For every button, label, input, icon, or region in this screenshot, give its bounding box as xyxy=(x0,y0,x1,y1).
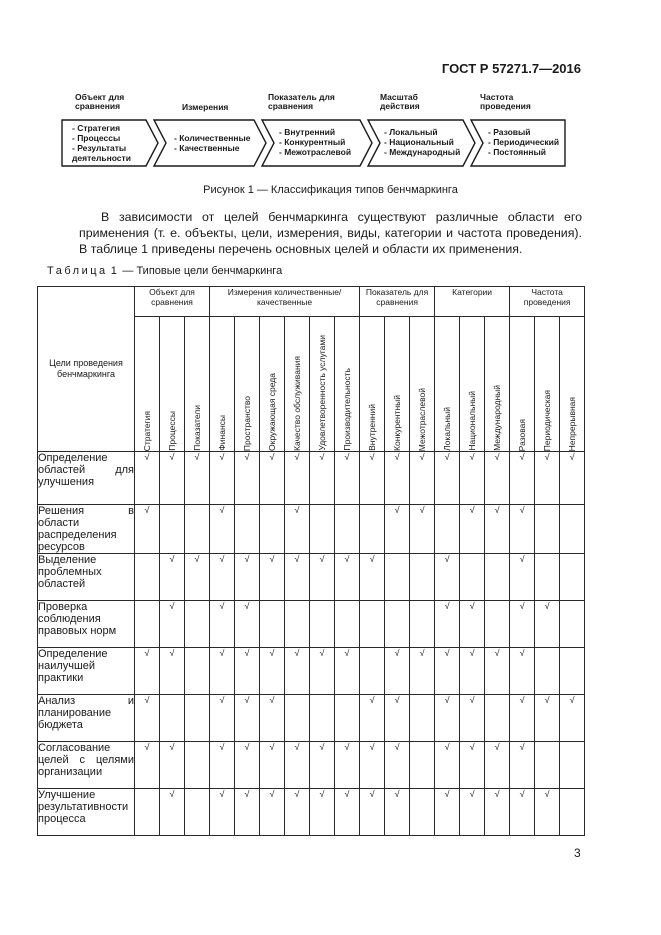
column-header xyxy=(335,317,360,452)
diagram-items-dimensions xyxy=(174,133,256,153)
mark-cell xyxy=(335,601,360,648)
mark-cell: √ xyxy=(285,505,310,554)
mark-cell: √ xyxy=(510,648,535,695)
mark-cell xyxy=(260,505,285,554)
mark-cell: √ xyxy=(285,452,310,505)
mark-cell: √ xyxy=(385,695,410,742)
mark-cell xyxy=(535,742,560,789)
mark-cell: √ xyxy=(160,742,185,789)
group-header: Объект для сравнения xyxy=(135,287,210,317)
mark-cell xyxy=(285,601,310,648)
mark-cell: √ xyxy=(160,789,185,836)
mark-cell xyxy=(185,695,210,742)
mark-cell xyxy=(135,601,160,648)
classification-diagram xyxy=(60,93,580,173)
mark-cell: √ xyxy=(385,505,410,554)
column-header-label: Удовлетворенность услугами xyxy=(317,335,327,451)
mark-cell: √ xyxy=(510,601,535,648)
mark-cell: √ xyxy=(210,742,235,789)
mark-cell: √ xyxy=(210,505,235,554)
diagram-item: - Разовый xyxy=(488,127,531,137)
mark-cell xyxy=(135,554,160,601)
column-header xyxy=(360,317,385,452)
mark-cell: √ xyxy=(535,695,560,742)
table-row xyxy=(38,452,585,505)
mark-cell: √ xyxy=(535,601,560,648)
column-header-label: Международный xyxy=(492,385,503,451)
mark-cell: √ xyxy=(360,554,385,601)
mark-cell: √ xyxy=(485,742,510,789)
mark-cell: √ xyxy=(460,452,485,505)
goal-cell: Проверка соблюдения правовых норм xyxy=(38,601,135,648)
mark-cell xyxy=(385,554,410,601)
body-paragraph: В зависимости от целей бенчмаркинга существуют различные области его применения (т. е. объекты, цели, измерения, виды, категории и частота проведения). В таблице 1 приведены перечень основных целей и области их применения. xyxy=(79,210,582,256)
table-title-prefix: Таблица xyxy=(47,265,108,277)
mark-cell: √ xyxy=(335,452,360,505)
mark-cell: √ xyxy=(460,695,485,742)
mark-cell: √ xyxy=(210,789,235,836)
mark-cell xyxy=(185,505,210,554)
column-header xyxy=(260,317,285,452)
mark-cell: √ xyxy=(460,742,485,789)
goal-cell: Анализ и планирование бюджета xyxy=(38,695,135,742)
mark-cell xyxy=(310,695,335,742)
column-header-label: Окружающая среда xyxy=(267,373,277,451)
mark-cell: √ xyxy=(435,695,460,742)
mark-cell: √ xyxy=(435,554,460,601)
mark-cell xyxy=(485,554,510,601)
mark-cell xyxy=(535,554,560,601)
mark-cell: √ xyxy=(135,452,160,505)
page-number: 3 xyxy=(574,846,581,860)
mark-cell xyxy=(185,789,210,836)
mark-cell: √ xyxy=(235,601,260,648)
diagram-header-indicator: Показатель для сравнения xyxy=(268,92,335,111)
mark-cell: √ xyxy=(160,601,185,648)
column-header xyxy=(210,317,235,452)
diagram-items-frequency xyxy=(488,127,570,157)
mark-cell xyxy=(135,789,160,836)
mark-cell: √ xyxy=(285,648,310,695)
mark-cell: √ xyxy=(135,742,160,789)
mark-cell: √ xyxy=(310,452,335,505)
mark-cell: √ xyxy=(260,742,285,789)
diagram-item: - Постоянный xyxy=(488,147,546,157)
diagram-item: - Количественные xyxy=(174,133,251,143)
mark-cell xyxy=(335,695,360,742)
mark-cell: √ xyxy=(510,789,535,836)
mark-cell: √ xyxy=(310,648,335,695)
column-header-label: Разовая xyxy=(517,418,528,451)
mark-cell: √ xyxy=(210,554,235,601)
goal-cell: Согласование целей с целями организации xyxy=(38,742,135,789)
diagram-header-frequency: Частота проведения xyxy=(480,92,531,111)
table-row xyxy=(38,695,585,742)
mark-cell xyxy=(285,695,310,742)
diagram-items-scale xyxy=(384,127,468,157)
diagram-item: - Процессы xyxy=(72,133,121,143)
diagram-item: - Стратегия xyxy=(72,123,121,133)
mark-cell xyxy=(360,505,385,554)
mark-cell: √ xyxy=(185,452,210,505)
group-header: Частота проведения xyxy=(510,287,585,317)
benchmarking-goals-table xyxy=(37,286,585,836)
mark-cell: √ xyxy=(485,789,510,836)
table-row xyxy=(38,742,585,789)
column-header xyxy=(310,317,335,452)
mark-cell: √ xyxy=(560,695,585,742)
mark-cell: √ xyxy=(335,648,360,695)
column-header-label: Периодическая xyxy=(542,389,553,451)
mark-cell: √ xyxy=(360,695,385,742)
mark-cell: √ xyxy=(260,789,285,836)
mark-cell: √ xyxy=(235,648,260,695)
mark-cell xyxy=(560,742,585,789)
table-body xyxy=(38,452,585,836)
mark-cell: √ xyxy=(135,695,160,742)
column-header xyxy=(235,317,260,452)
standard-number: ГОСТ Р 57271.7—2016 xyxy=(441,61,581,76)
mark-cell: √ xyxy=(510,554,535,601)
column-header-label: Внутренний xyxy=(367,404,378,451)
diagram-items-object xyxy=(72,123,144,163)
column-header xyxy=(435,317,460,452)
diagram-header-dimensions: Измерения xyxy=(182,102,229,112)
column-header xyxy=(510,317,535,452)
mark-cell: √ xyxy=(510,742,535,789)
mark-cell: √ xyxy=(460,789,485,836)
mark-cell: √ xyxy=(435,601,460,648)
mark-cell: √ xyxy=(160,452,185,505)
table-title-rest: — Типовые цели бенчмаркинга xyxy=(122,265,283,277)
mark-cell: √ xyxy=(510,505,535,554)
mark-cell xyxy=(185,601,210,648)
mark-cell: √ xyxy=(410,505,435,554)
diagram-item: - Межотраслевой xyxy=(279,147,352,157)
table-row xyxy=(38,789,585,836)
mark-cell: √ xyxy=(410,452,435,505)
mark-cell xyxy=(560,505,585,554)
diagram-header-object: Объект для сравнения xyxy=(75,92,125,111)
mark-cell: √ xyxy=(210,452,235,505)
mark-cell xyxy=(185,742,210,789)
mark-cell: √ xyxy=(535,789,560,836)
mark-cell: √ xyxy=(510,452,535,505)
mark-cell xyxy=(385,601,410,648)
mark-cell: √ xyxy=(335,554,360,601)
mark-cell xyxy=(410,789,435,836)
mark-cell xyxy=(460,554,485,601)
mark-cell xyxy=(160,505,185,554)
mark-cell xyxy=(560,789,585,836)
mark-cell: √ xyxy=(260,648,285,695)
mark-cell xyxy=(535,648,560,695)
column-header xyxy=(410,317,435,452)
mark-cell: √ xyxy=(260,695,285,742)
column-header-label: Финансы xyxy=(217,415,227,451)
mark-cell: √ xyxy=(485,648,510,695)
mark-cell xyxy=(235,505,260,554)
column-header-label: Конкурентный xyxy=(392,395,403,451)
column-header-label: Качество обслуживания xyxy=(292,356,302,451)
group-header: Показатель для сравнения xyxy=(360,287,435,317)
column-header-label: Непрерывная xyxy=(567,396,578,451)
mark-cell xyxy=(410,601,435,648)
mark-cell: √ xyxy=(360,789,385,836)
mark-cell: √ xyxy=(310,742,335,789)
mark-cell: √ xyxy=(385,452,410,505)
mark-cell: √ xyxy=(235,742,260,789)
mark-cell xyxy=(535,505,560,554)
mark-cell xyxy=(160,695,185,742)
mark-cell: √ xyxy=(435,452,460,505)
mark-cell: √ xyxy=(435,742,460,789)
mark-cell: √ xyxy=(385,789,410,836)
mark-cell: √ xyxy=(510,695,535,742)
mark-cell: √ xyxy=(285,742,310,789)
diagram-item: - Периодический xyxy=(488,137,560,147)
mark-cell: √ xyxy=(435,648,460,695)
group-header: Категории xyxy=(435,287,510,317)
column-header-label: Процессы xyxy=(167,411,177,451)
table-row xyxy=(38,554,585,601)
mark-cell: √ xyxy=(135,505,160,554)
mark-cell: √ xyxy=(210,695,235,742)
column-header-label: Пространство xyxy=(242,395,252,451)
mark-cell: √ xyxy=(535,452,560,505)
mark-cell xyxy=(260,601,285,648)
diagram-item: - Международный xyxy=(384,147,461,157)
column-header-label: Показатели xyxy=(192,405,202,451)
diagram-item: - Результаты деятельности xyxy=(72,143,131,163)
goal-cell: Выделение проблемных областей xyxy=(38,554,135,601)
goal-cell: Решения в области распределения ресурсов xyxy=(38,505,134,553)
goal-cell: Определение областей для улучшения xyxy=(38,452,135,505)
column-header xyxy=(560,317,585,452)
goals-header: Цели проведения бенчмаркинга xyxy=(38,287,135,452)
mark-cell: √ xyxy=(360,452,385,505)
column-header xyxy=(535,317,560,452)
mark-cell: √ xyxy=(335,742,360,789)
mark-cell: √ xyxy=(160,554,185,601)
diagram-item: - Внутренний xyxy=(279,127,336,137)
diagram-item: - Локальный xyxy=(384,127,438,137)
mark-cell xyxy=(310,505,335,554)
goal-cell: Улучшение результативности процесса xyxy=(38,789,135,836)
mark-cell xyxy=(485,695,510,742)
mark-cell xyxy=(360,648,385,695)
table-row xyxy=(38,648,585,695)
mark-cell xyxy=(560,648,585,695)
mark-cell: √ xyxy=(460,648,485,695)
diagram-item: - Конкурентный xyxy=(279,137,346,147)
mark-cell xyxy=(360,601,385,648)
mark-cell: √ xyxy=(485,505,510,554)
mark-cell: √ xyxy=(135,648,160,695)
mark-cell: √ xyxy=(310,554,335,601)
column-header-label: Национальный xyxy=(467,391,478,451)
column-header xyxy=(160,317,185,452)
mark-cell xyxy=(485,601,510,648)
table-row xyxy=(38,601,585,648)
column-header xyxy=(385,317,410,452)
mark-cell xyxy=(335,505,360,554)
mark-cell xyxy=(410,742,435,789)
table-title xyxy=(47,265,282,277)
mark-cell: √ xyxy=(260,452,285,505)
mark-cell: √ xyxy=(285,554,310,601)
mark-cell: √ xyxy=(385,648,410,695)
mark-cell: √ xyxy=(210,648,235,695)
mark-cell: √ xyxy=(385,742,410,789)
mark-cell: √ xyxy=(435,789,460,836)
figure-caption: Рисунок 1 — Классификация типов бенчмаркинга xyxy=(203,184,458,196)
diagram-item: - Национальный xyxy=(384,137,454,147)
diagram-items-indicator xyxy=(279,127,363,157)
mark-cell xyxy=(410,554,435,601)
mark-cell xyxy=(185,648,210,695)
mark-cell: √ xyxy=(410,648,435,695)
goal-cell: Определение наилучшей практики xyxy=(38,648,135,695)
mark-cell: √ xyxy=(185,554,210,601)
mark-cell: √ xyxy=(460,601,485,648)
mark-cell: √ xyxy=(285,789,310,836)
mark-cell xyxy=(410,695,435,742)
mark-cell: √ xyxy=(235,789,260,836)
mark-cell: √ xyxy=(560,452,585,505)
mark-cell: √ xyxy=(235,452,260,505)
table-title-number: 1 xyxy=(110,265,120,277)
diagram-header-scale: Масштаб действия xyxy=(380,92,420,111)
mark-cell: √ xyxy=(335,789,360,836)
diagram-item: - Качественные xyxy=(174,143,240,153)
mark-cell xyxy=(560,554,585,601)
column-header-label: Локальный xyxy=(442,407,453,451)
mark-cell: √ xyxy=(235,695,260,742)
column-header-label: Межотраслевой xyxy=(417,387,428,451)
table-row xyxy=(38,505,585,554)
column-header-label: Стратегия xyxy=(142,410,152,451)
column-header xyxy=(135,317,160,452)
mark-cell: √ xyxy=(210,601,235,648)
mark-cell: √ xyxy=(235,554,260,601)
mark-cell xyxy=(435,505,460,554)
column-header xyxy=(460,317,485,452)
column-header-label: Производительность xyxy=(342,368,353,451)
column-header xyxy=(285,317,310,452)
column-header xyxy=(185,317,210,452)
group-header: Измерения количественные/качественные xyxy=(210,287,360,317)
mark-cell: √ xyxy=(310,789,335,836)
mark-cell xyxy=(310,601,335,648)
mark-cell: √ xyxy=(160,648,185,695)
column-header xyxy=(485,317,510,452)
mark-cell: √ xyxy=(360,742,385,789)
mark-cell: √ xyxy=(260,554,285,601)
mark-cell xyxy=(560,601,585,648)
mark-cell: √ xyxy=(485,452,510,505)
mark-cell: √ xyxy=(460,505,485,554)
